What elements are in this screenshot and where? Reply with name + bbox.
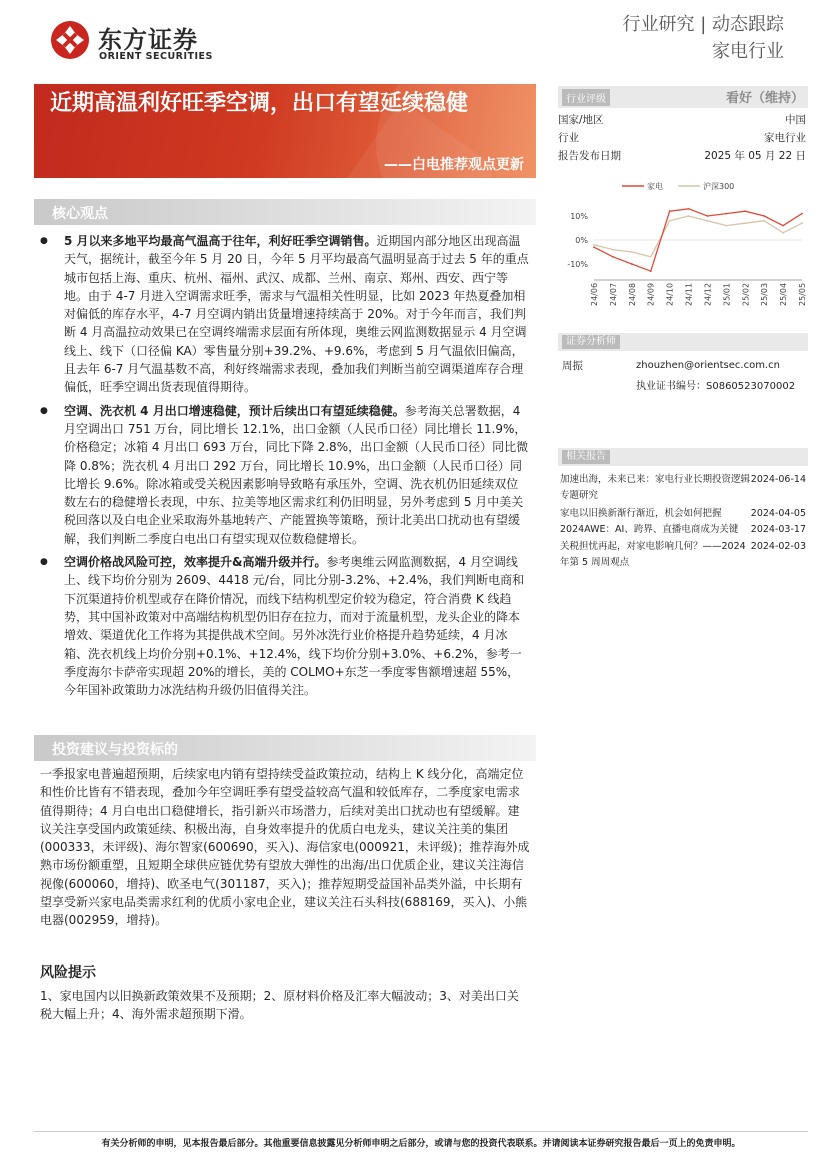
related-report-date: 2024-03-17 — [750, 524, 806, 535]
industry-name: 家电行业 — [712, 41, 784, 62]
x-tick-label: 24/06 — [590, 282, 599, 306]
bullet-body: 参考海关总署数据，4 月空调出口 751 万台，同比增长 12.1%，出口金额（人民币口径）同比增长 11.9%，价格稳定；冰箱 4 月出口 693 万台，同比下降 2.8%，出口金额（人民币口径）同比微降 0.8%；洗衣机 4 月出口 292 万台，同比增长 10.9%，出口金额（人民币口径）同比增长 9.6%。除冰箱或受关税因素影响导致略有承压外，空调、洗衣机仍旧延续双位数左右的稳健增长表现，中东、拉美等地区需求红利仍旧明显，另外考虑到 5 月中美关税回落以及白电企业采取海外基地转产、产能置换等策略，预计北美出口扰动也有望缓解，我们判断二季度白电出口有望实现双位数稳健增长。 — [64, 403, 529, 546]
investment-section-head — [34, 735, 536, 761]
series-point — [744, 222, 746, 224]
bullet-lead: 空调、洗衣机 4 月出口增速稳健，预计后续出口有望延续稳健。 — [64, 403, 405, 418]
bullet-body: 参考奥维云网监测数据，4 月空调线上、线下均价分别为 2609、4418 元/台，同比分别-3.2%、+2.4%，我们判断电商和下沉渠道持价机型或存在降价情况，而线下结构机型定价较为稳定，符合消费 K 线趋势，其中国补政策对中高端结构机型仍旧存在拉力，而对于流量机型，龙头企业的降本增效、渠道优化工作将为其提供战术空间。另外冰洗行业价格提升趋势延续，4 月冰箱、洗衣机线上均价分别+0.1%、+12.4%，线下均价分别+3.0%、+6.2%，参考一季度海尔卡萨帝实现超 20%的增长，美的 COLMO+东芝一季度零售额增速超 55%，今年国补政策助力冰洗结构升级仍旧值得关注。 — [64, 555, 525, 698]
x-tick-label: 24/12 — [703, 282, 713, 306]
series-point — [631, 251, 633, 253]
x-tick-label: 24/07 — [608, 282, 618, 306]
rating-label: 行业评级 — [562, 89, 610, 106]
series-point — [782, 232, 784, 234]
analyst-email[interactable]: zhouzhen@orientsec.com.cn — [636, 360, 780, 371]
series-point — [669, 220, 671, 222]
related-report-date: 2024-04-05 — [750, 508, 806, 519]
related-report-item[interactable] — [558, 522, 808, 540]
report-title: 近期高温利好旺季空调，出口有望延续稳健 — [50, 91, 469, 116]
info-value: 家电行业 — [764, 132, 806, 144]
logo-text-en: ORIENT SECURITIES — [99, 51, 213, 62]
footer-divider — [34, 1131, 808, 1132]
core-bullet — [40, 553, 530, 699]
series-point — [631, 263, 633, 265]
series-point — [612, 256, 614, 258]
footer-disclaimer: 有关分析师的申明，见本报告最后部分。其他重要信息披露见分析师申明之后部分，或请与您的投资代表联系。并请阅读本证券研究报告最后一页上的免责申明。 — [101, 1139, 741, 1149]
logo-text-cn: 东方证券 — [98, 26, 198, 54]
y-tick-label: -10% — [567, 260, 588, 269]
series-point — [669, 210, 671, 212]
series-point — [593, 246, 595, 248]
series-line — [594, 216, 802, 257]
x-tick-label: 24/10 — [665, 282, 675, 306]
related-section-label: 相关报告 — [562, 450, 610, 464]
report-type: 行业研究 | 动态跟踪 — [622, 14, 784, 35]
series-point — [801, 222, 803, 224]
title-banner — [34, 84, 536, 178]
core-bullets — [40, 232, 530, 704]
core-bullet — [40, 232, 530, 397]
series-point — [707, 215, 709, 217]
info-key: 报告发布日期 — [558, 150, 621, 162]
related-report-title[interactable]: 2024AWE：AI、跨界、直播电商成为关键 — [560, 524, 739, 535]
related-report-title[interactable]: 关税担忧再起，对家电影响几何？——2024 年第 5 周周观点 — [560, 541, 746, 568]
report-type-block — [622, 12, 784, 66]
series-point — [782, 225, 784, 227]
core-section-head — [34, 199, 536, 225]
info-row — [558, 148, 808, 166]
x-tick-label: 24/09 — [646, 282, 656, 306]
series-point — [688, 215, 690, 217]
core-bullet — [40, 402, 530, 548]
info-key: 行业 — [558, 132, 579, 144]
series-point — [801, 213, 803, 215]
bullet-lead: 空调价格战风险可控，效率提升&高端升级并行。 — [64, 555, 327, 570]
series-point — [744, 210, 746, 212]
bullet-lead: 5 月以来多地平均最高气温高于往年，利好旺季空调销售。 — [64, 234, 377, 248]
related-report-date: 2024-06-14 — [750, 474, 806, 485]
legend-label: 沪深300 — [703, 182, 735, 191]
x-tick-label: 24/08 — [627, 282, 637, 306]
series-point — [688, 208, 690, 210]
y-tick-label: 0% — [575, 236, 588, 245]
rating-bar — [558, 86, 808, 108]
related-report-date: 2024-02-03 — [750, 541, 806, 552]
related-report-item[interactable] — [558, 539, 808, 575]
company-logo — [50, 18, 240, 66]
risk-body: 1、家电国内以旧换新政策效果不及预期；2、原材料价格及汇率大幅波动；3、对美出口关税大幅上升；4、海外需求超预期下滑。 — [40, 989, 519, 1022]
risk-title: 风险提示 — [40, 965, 96, 981]
series-point — [593, 244, 595, 246]
x-tick-label: 25/02 — [741, 282, 751, 306]
analyst-section-bar — [558, 333, 808, 351]
related-report-title[interactable]: 家电以旧换新渐行渐近，机会如何把握 — [560, 508, 722, 519]
rating-value: 看好（维持） — [725, 91, 804, 106]
related-report-title[interactable]: 加速出海，未来已来：家电行业长期投资逻辑专题研究 — [560, 474, 751, 501]
info-row — [558, 112, 808, 130]
related-report-item[interactable] — [558, 472, 808, 508]
x-tick-label: 24/11 — [684, 282, 694, 306]
info-key: 国家/地区 — [558, 114, 604, 126]
series-point — [725, 213, 727, 215]
series-point — [763, 215, 765, 217]
analyst-cert: 执业证书编号：S0860523070002 — [636, 381, 796, 392]
related-section-bar — [558, 448, 808, 466]
core-section-label: 核心观点 — [52, 206, 108, 222]
performance-chart — [558, 176, 808, 326]
series-point — [650, 270, 652, 272]
report-subtitle: ——白电推荐观点更新 — [384, 157, 524, 173]
series-point — [707, 220, 709, 222]
analyst-section-label: 证券分析师 — [562, 335, 620, 349]
x-tick-label: 25/03 — [760, 282, 770, 306]
y-tick-label: 10% — [570, 212, 588, 221]
info-value: 2025 年 05 月 22 日 — [704, 150, 806, 162]
legend-label: 家电 — [647, 182, 663, 191]
series-point — [725, 225, 727, 227]
logo-mark-icon — [50, 20, 90, 60]
bullet-body: 近期国内部分地区出现高温天气，据统计，截至今年 5 月 20 日，今年 5 月平均最高气温明显高于过去 5 年的重点城市包括上海、重庆、杭州、福州、武汉、成都、兰州、南京、郑州、西安、西宁等地。由于 4-7 月进入空调需求旺季，需求与气温相关性明显，比如 2023 年热夏叠加相对偏低的库存水平，4-7 月空调内销出货量增速持续高于 20%。对于今年而言，我们判断 4 月高温拉动效果已在空调终端需求层面有所体现，奥维云网监测数据显示 4 月空调线上、线下（口径偏 KA）零售量分别+39.2%、+9.6%，考虑到 5 月气温依旧偏高，且去年 6-7 月气温基数不高，利好终端需求表现，叠加我们判断当前空调渠道库存合理偏低，旺季空调出货表现值得期待。 — [64, 234, 529, 395]
x-tick-label: 25/04 — [779, 282, 789, 306]
x-tick-label: 25/05 — [798, 282, 807, 306]
analyst-name: 周振 — [562, 360, 583, 372]
series-point — [612, 249, 614, 251]
info-value: 中国 — [785, 114, 806, 126]
x-tick-label: 25/01 — [722, 282, 732, 306]
investment-body: 一季报家电普遍超预期，后续家电内销有望持续受益政策拉动，结构上 K 线分化，高端定位和性价比皆有不错表现，叠加今年空调旺季有望受益较高气温和较低库存，二季度家电需求值得期待；4 月白电出口稳健增长，指引新兴市场潜力，后续对美出口扰动也有望缓解。建议关注享受国内政策延续、积极出海，自身效率提升的优质白电龙头，建议关注美的集团(000333，未评级)、海尔智家(600690，买入)、海信家电(000921，未评级)；推荐海外成熟市场份额重塑，且短期全球供应链优势有望放大弹性的出海/出口优质企业，建议关注海信视像(600060，增持)、欧圣电气(301187，买入)；推荐短期受益国补品类外溢，中长期有望享受新兴家电品类需求红利的优质小家电企业，建议关注石头科技(688169，买入)、小熊电器(002959，增持)。 — [40, 767, 530, 928]
series-point — [763, 220, 765, 222]
series-point — [650, 256, 652, 258]
investment-section-label: 投资建议与投资标的 — [52, 742, 178, 758]
info-row — [558, 130, 808, 148]
